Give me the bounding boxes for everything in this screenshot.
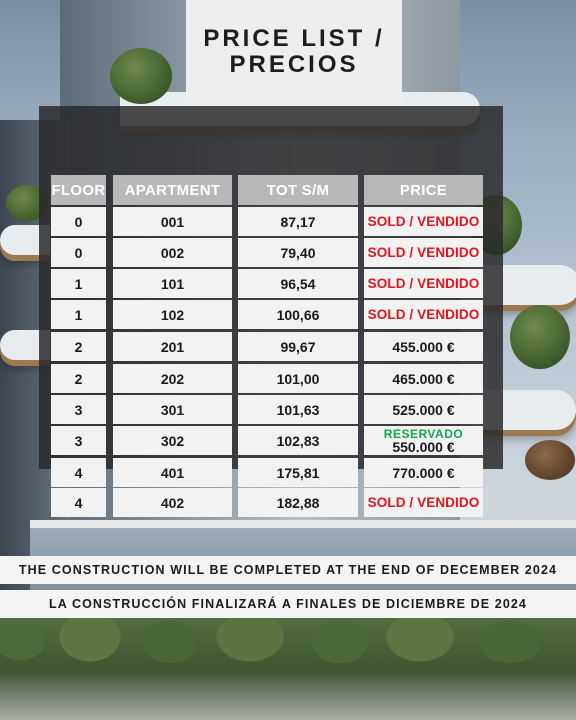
completion-notice-english: THE CONSTRUCTION WILL BE COMPLETED AT THE END OF DECEMBER 2024	[0, 556, 576, 584]
completion-notice-spanish: LA CONSTRUCCIÓN FINALIZARÁ A FINALES DE DICIEMBRE DE 2024	[0, 590, 576, 618]
cell-floor: 1	[51, 300, 106, 329]
price-value: 550.000 €	[392, 438, 455, 455]
cell-apartment: 402	[113, 488, 232, 517]
cell-area: 182,88	[238, 488, 358, 517]
title-card	[186, 0, 402, 103]
cell-price: 455.000 €	[364, 332, 483, 361]
cell-price: SOLD / VENDIDO	[364, 488, 483, 517]
cell-floor: 1	[51, 269, 106, 298]
cell-apartment: 002	[113, 238, 232, 267]
cell-area: 175,81	[238, 458, 358, 487]
cell-price: 770.000 €	[364, 458, 483, 487]
cell-apartment: 301	[113, 395, 232, 424]
cell-apartment: 401	[113, 458, 232, 487]
cell-apartment: 202	[113, 364, 232, 393]
cell-floor: 0	[51, 238, 106, 267]
cell-floor: 3	[51, 426, 106, 455]
cell-area: 101,00	[238, 364, 358, 393]
cell-area: 99,67	[238, 332, 358, 361]
header-floor: FLOOR	[51, 175, 106, 205]
header-apartment: APARTMENT	[113, 175, 232, 205]
cell-floor: 0	[51, 207, 106, 236]
cell-price: 465.000 €	[364, 364, 483, 393]
cell-area: 96,54	[238, 269, 358, 298]
cell-price: SOLD / VENDIDO	[364, 207, 483, 236]
cell-area: 87,17	[238, 207, 358, 236]
cell-floor: 4	[51, 458, 106, 487]
cell-area: 100,66	[238, 300, 358, 329]
cell-apartment: 101	[113, 269, 232, 298]
cell-price: SOLD / VENDIDO	[364, 269, 483, 298]
cell-area: 101,63	[238, 395, 358, 424]
cell-apartment: 102	[113, 300, 232, 329]
reserved-badge: RESERVADO	[383, 426, 464, 441]
page-title-line-1: PRICE LIST /	[203, 24, 385, 52]
cell-apartment: 201	[113, 332, 232, 361]
cell-price: SOLD / VENDIDO	[364, 300, 483, 329]
cell-area: 102,83	[238, 426, 358, 455]
cell-price: 525.000 €	[364, 395, 483, 424]
cell-apartment: 001	[113, 207, 232, 236]
cell-apartment: 302	[113, 426, 232, 455]
page-title-line-2: PRECIOS	[229, 50, 359, 78]
cell-price	[364, 426, 483, 455]
cell-floor: 2	[51, 332, 106, 361]
header-price: PRICE	[364, 175, 483, 205]
cell-area: 79,40	[238, 238, 358, 267]
cell-floor: 3	[51, 395, 106, 424]
header-area: TOT S/M	[238, 175, 358, 205]
cell-floor: 2	[51, 364, 106, 393]
cell-price: SOLD / VENDIDO	[364, 238, 483, 267]
cell-floor: 4	[51, 488, 106, 517]
